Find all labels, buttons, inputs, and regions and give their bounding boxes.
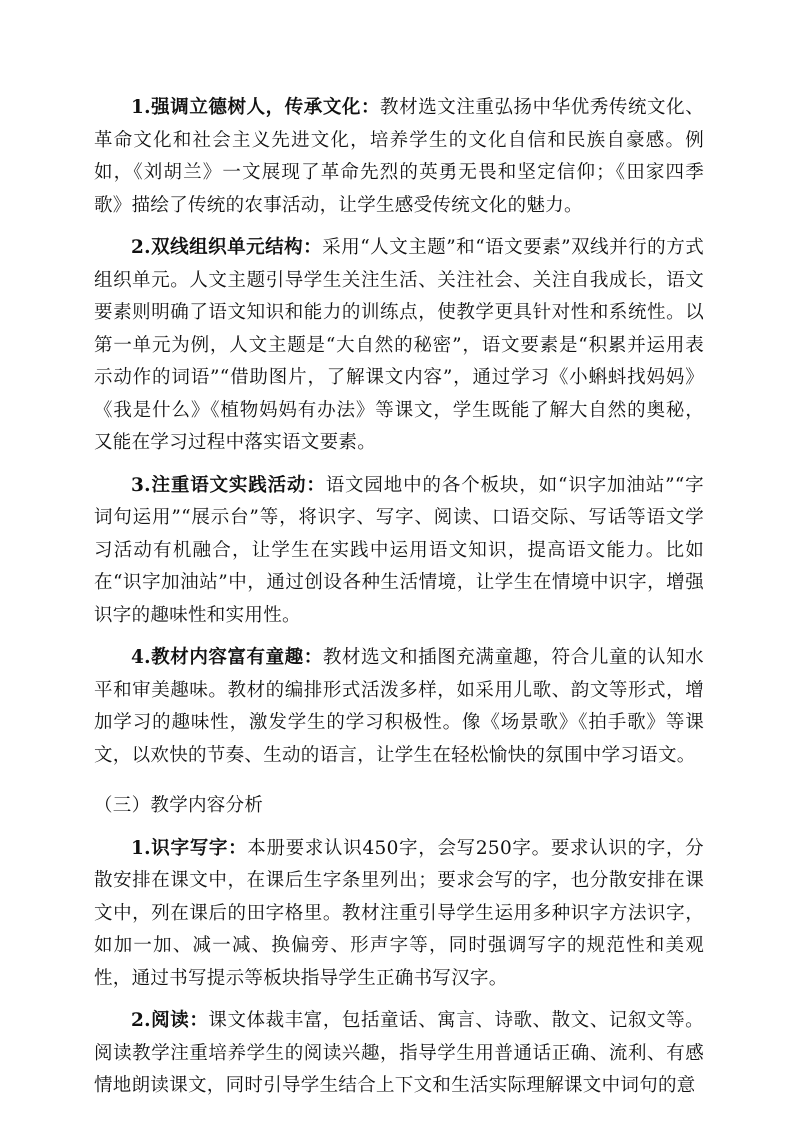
paragraph-text: 教材选文注重弘扬中华优秀传统文化、革命文化和社会主义先进文化，培养学生的文化自信和民族自豪感。例如，《刘胡兰》一文展现了革命先烈的英勇无畏和坚定信仰；《田家四季歌》描绘了传统的农事活动，让学生感受传统文化的魅力。 — [94, 97, 704, 216]
document-body — [94, 92, 704, 1113]
paragraph-dual-line-units — [94, 232, 704, 460]
paragraph-practice-activities — [94, 470, 704, 633]
paragraph-text: 语文园地中的各个板块，如“识字加油站”“字词句运用”“展示台”等，将识字、写字、阅读、口语交际、写话等语文学习活动有机融合，让学生在实践中运用语文知识，提高语文能力。比如在“识字加油站”中，通过创设各种生活情境，让学生在情境中识字，增强识字的趣味性和实用性。 — [94, 474, 704, 626]
paragraph-moral-culture — [94, 92, 704, 222]
paragraph-text: 课文体裁丰富，包括童话、寓言、诗歌、散文、记叙文等。阅读教学注重培养学生的阅读兴趣，指导学生用普通话正确、流利、有感情地朗读课文，同时引导学生结合上下文和生活实际理解课文中词句的意 — [94, 1010, 704, 1096]
paragraph-text: 本册要求认识450字，会写250字。要求认识的字，分散安排在课文中，在课后生字条里列出；要求会写的字，也分散安排在课文中，列在课后的田字格里。教材注重引导学生运用多种识字方法识字，如加一加、减一减、换偏旁、形声字等，同时强调写字的规范性和美观性，通过书写提示等板块指导学生正确书写汉字。 — [94, 837, 704, 989]
section-heading: （三）教学内容分析 — [94, 795, 264, 816]
paragraph-lead: 2.双线组织单元结构： — [131, 237, 323, 258]
paragraph-lead: 3.注重语文实践活动： — [131, 474, 326, 496]
paragraph-text: 教材选文和插图充满童趣，符合儿童的认知水平和审美趣味。教材的编排形式活泼多样，如采用儿歌、韵文等形式，增加学习的趣味性，激发学生的学习积极性。像《场景歌》《拍手歌》等课文，以欢快的节奏、生动的语言，让学生在轻松愉快的氛围中学习语文。 — [94, 647, 704, 766]
paragraph-lead: 4.教材内容富有童趣： — [131, 647, 323, 668]
paragraph-childlike-content — [94, 642, 704, 772]
paragraph-literacy-writing — [94, 833, 704, 996]
paragraph-text: 采用“人文主题”和“语文要素”双线并行的方式组织单元。人文主题引导学生关注生活、关注社会、关注自我成长，语文要素则明确了语文知识和能力的训练点，使教学更具针对性和系统性。以第一单元为例，人文主题是“大自然的秘密”，语文要素是“积累并运用表示动作的词语”“借助图片，了解课文内容”，通过学习《小蝌蚪找妈妈》《我是什么》《植物妈妈有办法》等课文，学生既能了解大自然的奥秘，又能在学习过程中落实语文要素。 — [94, 237, 704, 453]
paragraph-lead: 2.阅读： — [131, 1010, 209, 1031]
paragraph-lead: 1.强调立德树人，传承文化： — [131, 97, 381, 118]
paragraph-reading — [94, 1005, 704, 1103]
paragraph-lead: 1.识字写字： — [131, 837, 248, 859]
